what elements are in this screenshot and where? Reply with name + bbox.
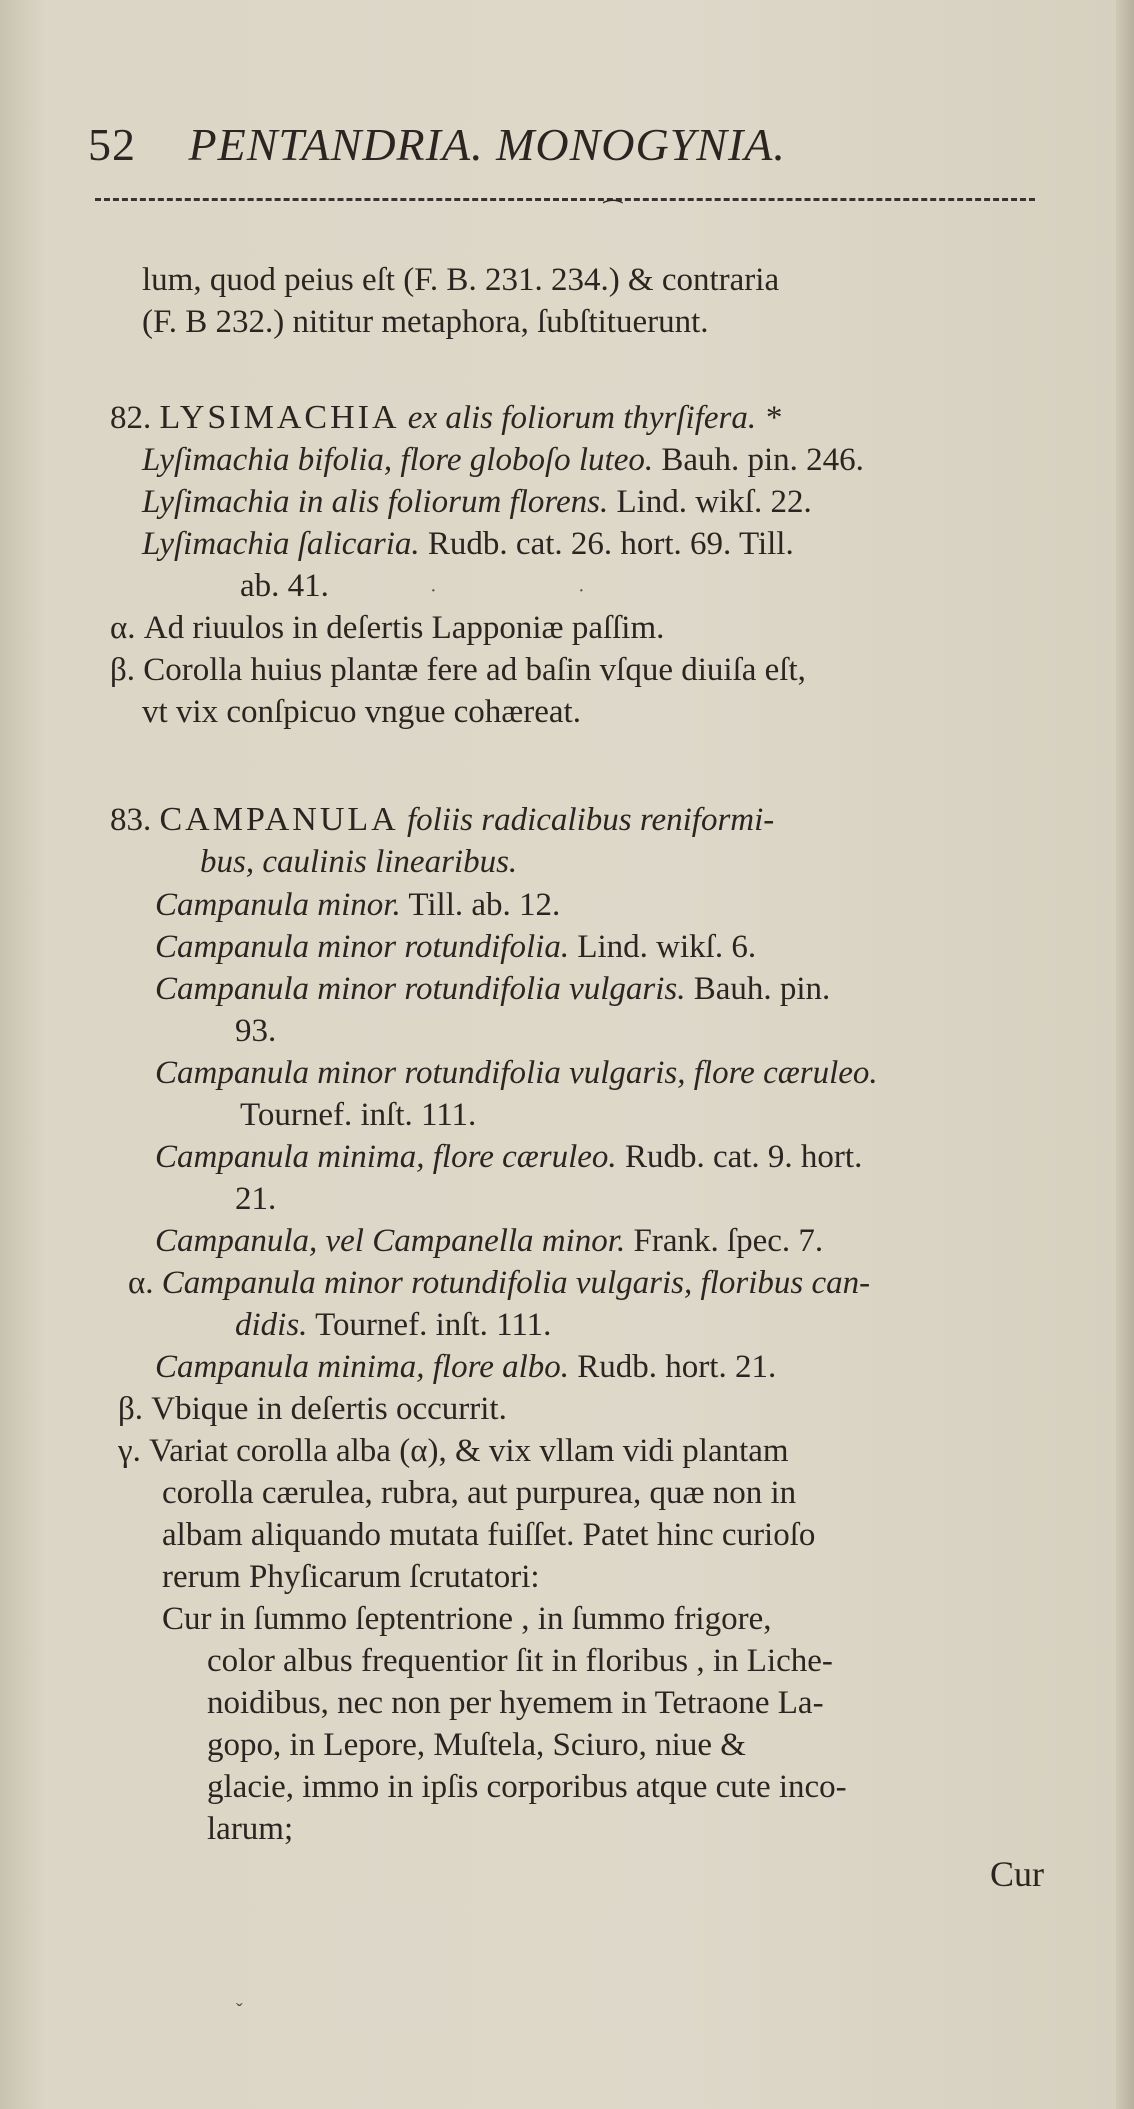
italic-text: foliis radicalibus reniformi-: [398, 802, 775, 838]
text-line: [155, 1137, 862, 1177]
text-line: [155, 885, 560, 925]
running-title: PENTANDRIA. MONOGYNIA.: [188, 119, 786, 170]
ink-speck: ·: [578, 580, 585, 602]
text-line: [118, 1431, 789, 1471]
text-line: [118, 1389, 507, 1429]
roman-text: 21.: [235, 1181, 277, 1217]
text-line: [155, 927, 756, 967]
running-header: [88, 118, 1048, 178]
roman-text: γ. Variat corolla alba (α), & vix vllam vidi plantam: [118, 1433, 789, 1469]
roman-text: Bauh. pin.: [685, 971, 831, 1007]
roman-text: gopo, in Lepore, Muſtela, Sciuro, niue &: [207, 1727, 746, 1763]
italic-text: bus, caulinis linearibus.: [200, 844, 518, 880]
italic-text: Campanula minor rotundifolia.: [155, 929, 570, 965]
roman-text: Lind. wikſ. 6.: [569, 929, 757, 965]
italic-text: Campanula minor rotundifolia vulgaris, flore cæruleo.: [155, 1055, 878, 1091]
text-line: [155, 1221, 823, 1261]
roman-text: Rudb. cat. 9. hort.: [616, 1139, 863, 1175]
text-line: [110, 398, 781, 438]
text-line: [200, 842, 517, 882]
text-line: [110, 608, 664, 648]
roman-text: 82.: [110, 400, 160, 436]
roman-text: ab. 41.: [240, 568, 329, 604]
roman-text: Cur in ſummo ſeptentrione , in ſummo frigore,: [162, 1601, 772, 1637]
text-line: [162, 1599, 772, 1639]
header-rule: [95, 198, 1035, 201]
italic-text: Campanula, vel Campanella minor.: [155, 1223, 626, 1259]
text-line: [162, 1515, 815, 1555]
italic-text: Lyſimachia in alis foliorum florens.: [142, 484, 609, 520]
text-line: [155, 1053, 878, 1093]
roman-text: rerum Phyſicarum ſcrutatori:: [162, 1559, 540, 1595]
text-line: [162, 1557, 540, 1597]
text-line: [142, 692, 581, 732]
text-line: [155, 969, 830, 1009]
roman-text: Lind. wikſ. 22.: [608, 484, 812, 520]
roman-text: α.: [128, 1265, 162, 1301]
roman-text: Bauh. pin. 246.: [653, 442, 864, 478]
page-number: 52: [88, 119, 136, 170]
text-line: [207, 1641, 833, 1681]
roman-text: corolla cærulea, rubra, aut purpurea, quæ non in: [162, 1475, 797, 1511]
text-line: [142, 440, 864, 480]
roman-text: β. Vbique in deſertis occurrit.: [118, 1391, 507, 1427]
text-line: [110, 800, 774, 840]
italic-text: Campanula minima, flore albo.: [155, 1349, 570, 1385]
text-line: [235, 1305, 551, 1345]
italic-text: Campanula minima, flore cæruleo.: [155, 1139, 617, 1175]
italic-text: Campanula minor rotundifolia vulgaris.: [155, 971, 686, 1007]
italic-text: didis.: [235, 1307, 308, 1343]
text-line: [142, 482, 812, 522]
italic-text: Campanula minor rotundifolia vulgaris, floribus can-: [161, 1265, 871, 1301]
rule-ornament: ⁀: [604, 200, 622, 225]
italic-text: Lyſimachia bifolia, flore globoſo luteo.: [142, 442, 654, 478]
text-line: [155, 1347, 776, 1387]
roman-text: glacie, immo in ipſis corporibus atque cute inco-: [207, 1769, 847, 1805]
roman-text: Frank. ſpec. 7.: [625, 1223, 824, 1259]
ink-speck: ·: [430, 580, 437, 602]
text-line: [235, 1011, 276, 1051]
text-line: [142, 260, 779, 300]
ink-speck: ˇ: [236, 2000, 243, 2022]
italic-text: Campanula minor.: [155, 887, 401, 923]
page-edge-shadow: [1116, 0, 1134, 2109]
text-line: [207, 1767, 847, 1807]
roman-text: Tournef. inſt. 111.: [307, 1307, 552, 1343]
roman-text: lum, quod peius eſt (F. B. 231. 234.) & contraria: [142, 262, 780, 298]
roman-text: Rudb. hort. 21.: [569, 1349, 777, 1385]
text-line: [207, 1683, 824, 1723]
roman-text: 83.: [110, 802, 160, 838]
roman-text: Till. ab. 12.: [400, 887, 561, 923]
text-line: [235, 1179, 276, 1219]
text-line: [142, 524, 794, 564]
text-line: [207, 1725, 746, 1765]
roman-text: noidibus, nec non per hyemem in Tetraone La-: [207, 1685, 824, 1721]
text-line: [240, 1095, 476, 1135]
roman-text: larum;: [207, 1811, 294, 1847]
text-line: [142, 302, 709, 342]
text-line: [110, 650, 806, 690]
genus-name: CAMPANULA: [159, 801, 399, 838]
roman-text: β. Corolla huius plantæ fere ad baſin vſque diuiſa eſt,: [110, 652, 806, 688]
roman-text: albam aliquando mutata fuiſſet. Patet hinc curioſo: [162, 1517, 816, 1553]
roman-text: vt vix conſpicuo vngue cohæreat.: [142, 694, 581, 730]
roman-text: Tournef. inſt. 111.: [240, 1097, 477, 1133]
text-line: [162, 1473, 796, 1513]
italic-text: ex alis foliorum thyrſifera. *: [399, 400, 781, 436]
roman-text: (F. B 232.) nititur metaphora, ſubſtituerunt.: [142, 304, 709, 340]
genus-name: LYSIMACHIA: [159, 399, 400, 436]
catchword: Cur: [990, 1854, 1044, 1894]
roman-text: 93.: [235, 1013, 277, 1049]
roman-text: color albus frequentior ſit in floribus , in Liche-: [207, 1643, 833, 1679]
italic-text: Lyſimachia ſalicaria.: [142, 526, 420, 562]
roman-text: Rudb. cat. 26. hort. 69. Till.: [419, 526, 794, 562]
text-line: [128, 1263, 870, 1303]
roman-text: α. Ad riuulos in deſertis Lapponiæ paſſim.: [110, 610, 665, 646]
text-line: [207, 1809, 293, 1849]
text-line: [240, 566, 329, 606]
